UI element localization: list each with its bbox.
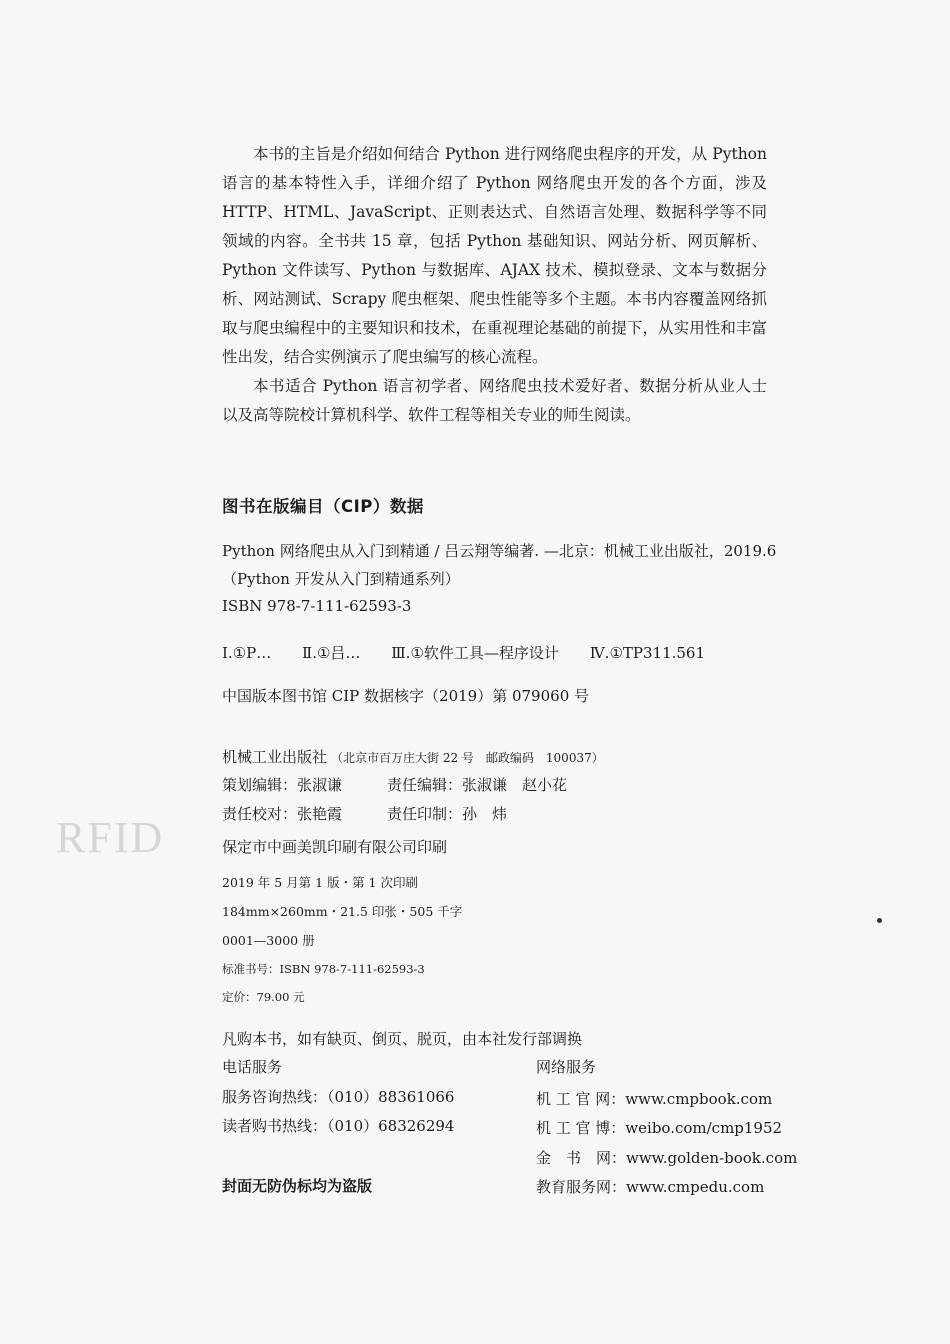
web-weibo: 机 工 官 博：weibo.com/cmp1952	[536, 1119, 783, 1137]
publisher-line	[222, 746, 604, 767]
class-item-4: Ⅳ.①TP311.561	[589, 644, 706, 662]
abstract-paragraph-1: 本书的主旨是介绍如何结合 Python 进行网络爬虫程序的开发，从 Python 语言的基本特性入手，详细介绍了 Python 网络爬虫开发的各个方面，涉及 HTTP、HTML、JavaScript、正则表达式、自然语言处理、数据科学等不同领域的内容。全书共 15 章，包括 Python 基础知识、网站分析、网页解析、Python 文件读写、Python 与数据库、AJAX 技术、模拟登录、文本与数据分析、网站测试、Scrapy 爬虫框架、爬虫性能等多个主题。本书内容覆盖网络抓取与爬虫编程中的主要知识和技术，在重视理论基础的前提下，从实用性和丰富性出发，结合实例演示了爬虫编写的核心流程。	[222, 145, 767, 366]
class-item-3: Ⅲ.①软件工具—程序设计	[391, 644, 559, 662]
class-item-2: Ⅱ.①吕…	[302, 644, 361, 662]
format-info: 184mm×260mm・21.5 印张・505 千字	[222, 904, 463, 919]
standard-number: 标准书号：ISBN 978-7-111-62593-3	[222, 962, 425, 976]
class-item-1: Ⅰ.①P…	[222, 644, 272, 662]
web-cmpedu: 教育服务网：www.cmpedu.com	[536, 1178, 765, 1196]
publisher-address: （北京市百万庄大街 22 号 邮政编码 100037）	[331, 751, 604, 765]
cip-core-number: 中国版本图书馆 CIP 数据核字（2019）第 079060 号	[222, 687, 590, 705]
consult-hotline: 服务咨询热线：（010）88361066	[222, 1088, 455, 1106]
cip-bibliographic-line: Python 网络爬虫从入门到精通 / 吕云翔等编著. —北京：机械工业出版社，2019.6	[222, 542, 777, 560]
staff-row	[222, 803, 507, 824]
scan-speck	[877, 918, 882, 923]
cip-classification	[222, 642, 705, 663]
web-golden-book: 金 书 网：www.golden-book.com	[536, 1149, 798, 1167]
proofreader: 责任校对：张艳霞	[222, 805, 343, 823]
editors-row	[222, 774, 567, 795]
cip-heading: 图书在版编目（CIP）数据	[222, 497, 424, 516]
web-service-title: 网络服务	[536, 1058, 597, 1076]
print-supervisor: 责任印制：孙 炜	[387, 805, 508, 823]
purchase-hotline: 读者购书热线：（010）68326294	[222, 1117, 455, 1135]
antipiracy-notice: 封面无防伪标均为盗版	[222, 1177, 373, 1195]
phone-service-title: 电话服务	[222, 1058, 283, 1076]
edition-info: 2019 年 5 月第 1 版・第 1 次印刷	[222, 875, 418, 890]
cip-isbn: ISBN 978-7-111-62593-3	[222, 597, 412, 615]
printer: 保定市中画美凯印刷有限公司印刷	[222, 838, 448, 856]
book-abstract	[222, 140, 767, 430]
abstract-paragraph-2: 本书适合 Python 语言初学者、网络爬虫技术爱好者、数据分析从业人士以及高等院校计算机科学、软件工程等相关专业的师生阅读。	[222, 377, 767, 424]
price: 定价：79.00 元	[222, 990, 305, 1004]
web-cmpbook: 机 工 官 网：www.cmpbook.com	[536, 1090, 773, 1108]
print-run: 0001—3000 册	[222, 933, 315, 948]
responsible-editor: 责任编辑：张淑谦 赵小花	[387, 776, 568, 794]
cip-series-line: （Python 开发从入门到精通系列）	[222, 570, 460, 588]
publisher-name: 机械工业出版社	[222, 748, 328, 766]
faded-stamp-mark: RFID	[56, 813, 165, 862]
planning-editor: 策划编辑：张淑谦	[222, 776, 343, 794]
replacement-notice: 凡购本书，如有缺页、倒页、脱页，由本社发行部调换	[222, 1030, 583, 1048]
